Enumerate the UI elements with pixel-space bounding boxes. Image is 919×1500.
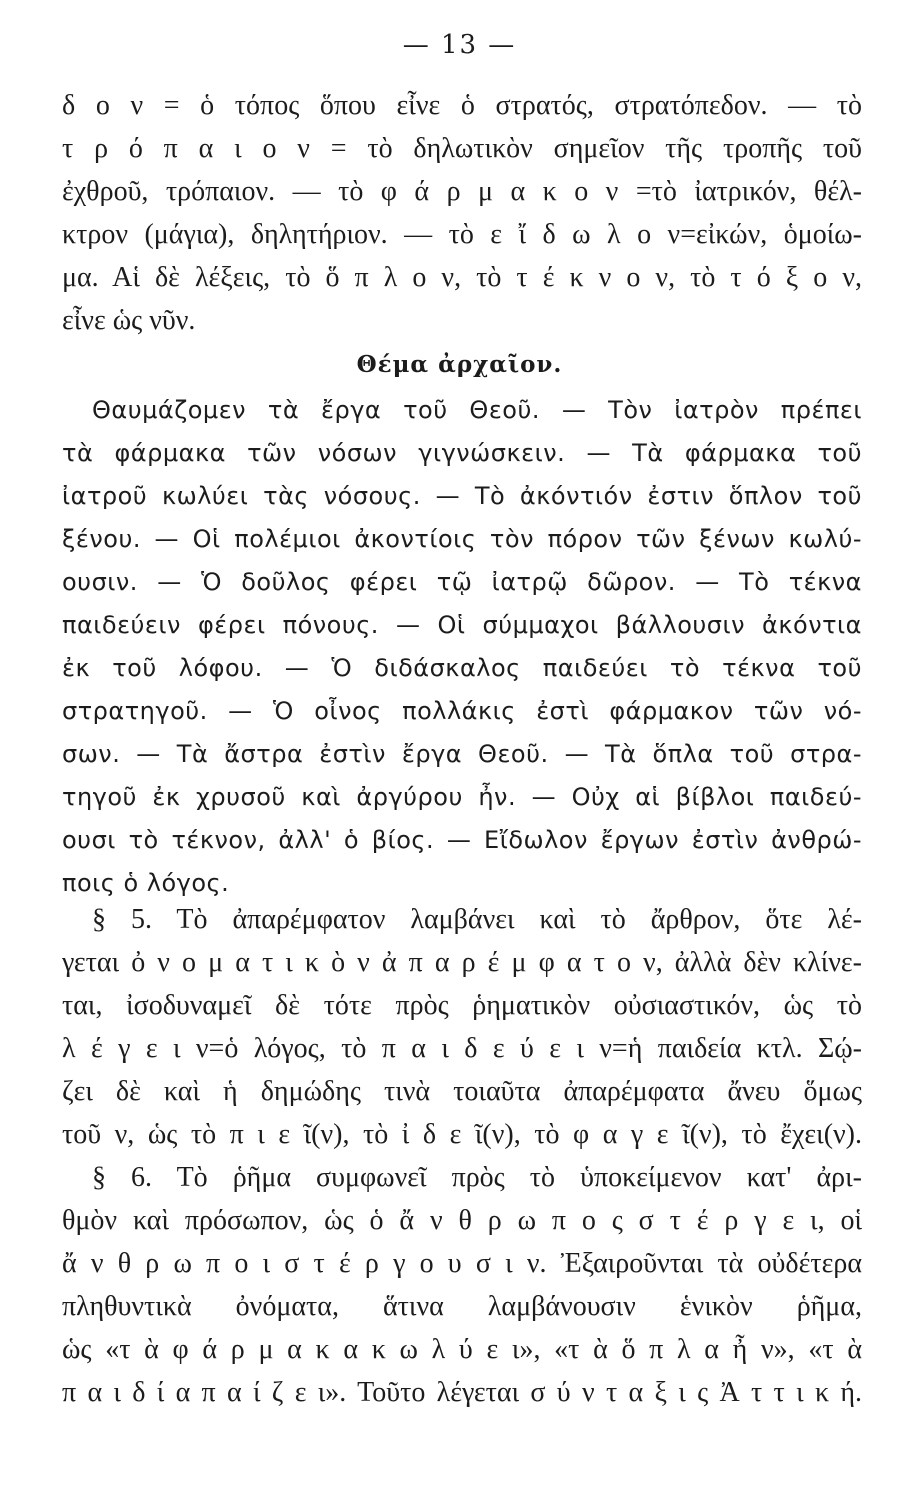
text-line: π α ι δ ί α π α ί ζ ε ι». Τοῦτο λέγεται σ ύ ν τ α ξ ι ς Ἀ τ τ ι κ ή. <box>62 1377 862 1408</box>
text-line: πληθυντικὰ ὀνόματα, ἅτινα λαμβάνουσιν ἑνικὸν ῥῆμα, <box>62 1291 862 1322</box>
text-line: εἶνε ὡς νῦν. <box>62 305 196 336</box>
text-line: θμὸν καὶ πρόσωπον, ὡς ὁ ἄ ν θ ρ ω π ο ς σ τ έ ρ γ ε ι, οἱ <box>62 1205 862 1236</box>
text-line: ξένου. — Οἱ πολέμιοι ἀκοντίοις τὸν πόρον τῶν ξένων κωλύ- <box>62 525 862 553</box>
text-line: ουσι τὸ τέκνον, ἀλλ' ὁ βίος. — Εἴδωλον ἔργων ἐστὶν ἀνθρώ- <box>62 826 862 854</box>
text-line: δ ο ν = ὁ τόπος ὅπου εἶνε ὁ στρατός, στρατόπεδον. — τὸ <box>62 90 862 121</box>
text-line: ται, ἰσοδυναμεῖ δὲ τότε πρὸς ῥηματικὸν οὐσιαστικόν, ὡς τὸ <box>62 990 862 1021</box>
text-line: τὰ φάρμακα τῶν νόσων γιγνώσκειν. — Τὰ φάρμακα τοῦ <box>62 439 862 467</box>
text-line: γεται ὀ ν ο μ α τ ι κ ὸ ν ἀ π α ρ έ μ φ α τ ο ν, ἀλλὰ δὲν κλίνε- <box>62 947 862 978</box>
text-line: ουσιν. — Ὁ δοῦλος φέρει τῷ ἰατρῷ δῶρον. — Τὸ τέκνα <box>62 568 862 596</box>
section-heading: Θέμα ἀρχαῖον. <box>356 351 563 378</box>
text-line: στρατηγοῦ. — Ὁ οἶνος πολλάκις ἐστὶ φάρμακον τῶν νό- <box>62 697 862 725</box>
text-line: τηγοῦ ἐκ χρυσοῦ καὶ ἀργύρου ἦν. — Οὐχ αἱ βίβλοι παιδεύ- <box>62 783 862 811</box>
text-line: ἄ ν θ ρ ω π ο ι σ τ έ ρ γ ο υ σ ι ν. Ἐξαιροῦνται τὰ οὐδέτερα <box>62 1248 862 1279</box>
text-line: τ ρ ό π α ι ο ν = τὸ δηλωτικὸν σημεῖον τῆς τροπῆς τοῦ <box>62 133 862 164</box>
text-line: ποις ὁ λόγος. <box>62 869 230 897</box>
text-line: Θαυμάζομεν τὰ ἔργα τοῦ Θεοῦ. — Τὸν ἰατρὸν πρέπει <box>92 396 862 424</box>
text-line: § 5. Τὸ ἀπαρέμφατον λαμβάνει καὶ τὸ ἄρθρον, ὅτε λέ- <box>92 904 862 935</box>
text-line: κτρον (μάγια), δηλητήριον. — τὸ ε ἴ δ ω λ ο ν=εἰκών, ὁμοίω- <box>62 219 862 250</box>
text-line: ἰατροῦ κωλύει τὰς νόσους. — Τὸ ἀκόντιόν ἐστιν ὅπλον τοῦ <box>62 482 862 510</box>
text-line: τοῦ ν, ὡς τὸ π ι ε ῖ(ν), τὸ ἰ δ ε ῖ(ν), τὸ φ α γ ε ῖ(ν), τὸ ἔχει(ν). <box>62 1119 862 1150</box>
text-line: σων. — Τὰ ἄστρα ἐστὶν ἔργα Θεοῦ. — Τὰ ὅπλα τοῦ στρα- <box>62 740 862 768</box>
text-line: § 6. Τὸ ῥῆμα συμφωνεῖ πρὸς τὸ ὑποκείμενον κατ' ἀρι- <box>92 1162 862 1193</box>
text-line: ἐχθροῦ, τρόπαιον. — τὸ φ ά ρ μ α κ ο ν =τὸ ἰατρικόν, θέλ- <box>62 176 862 207</box>
page-number: — 13 — <box>402 30 517 60</box>
text-line: ὡς «τ ὰ φ ά ρ μ α κ α κ ω λ ύ ε ι», «τ ὰ ὅ π λ α ἦ ν», «τ ὰ <box>62 1334 862 1365</box>
text-line: ἐκ τοῦ λόφου. — Ὁ διδάσκαλος παιδεύει τὸ τέκνα τοῦ <box>62 654 862 682</box>
text-line: παιδεύειν φέρει πόνους. — Οἱ σύμμαχοι βάλλουσιν ἀκόντια <box>62 611 862 639</box>
text-line: μα. Αἱ δὲ λέξεις, τὸ ὅ π λ ο ν, τὸ τ έ κ ν ο ν, τὸ τ ό ξ ο ν, <box>62 262 862 293</box>
text-line: ζει δὲ καὶ ἡ δημώδης τινὰ τοιαῦτα ἀπαρέμφατα ἄνευ ὅμως <box>62 1076 862 1107</box>
text-line: λ έ γ ε ι ν=ὁ λόγος, τὸ π α ι δ ε ύ ε ι ν=ἡ παιδεία κτλ. Σῴ- <box>62 1033 862 1064</box>
